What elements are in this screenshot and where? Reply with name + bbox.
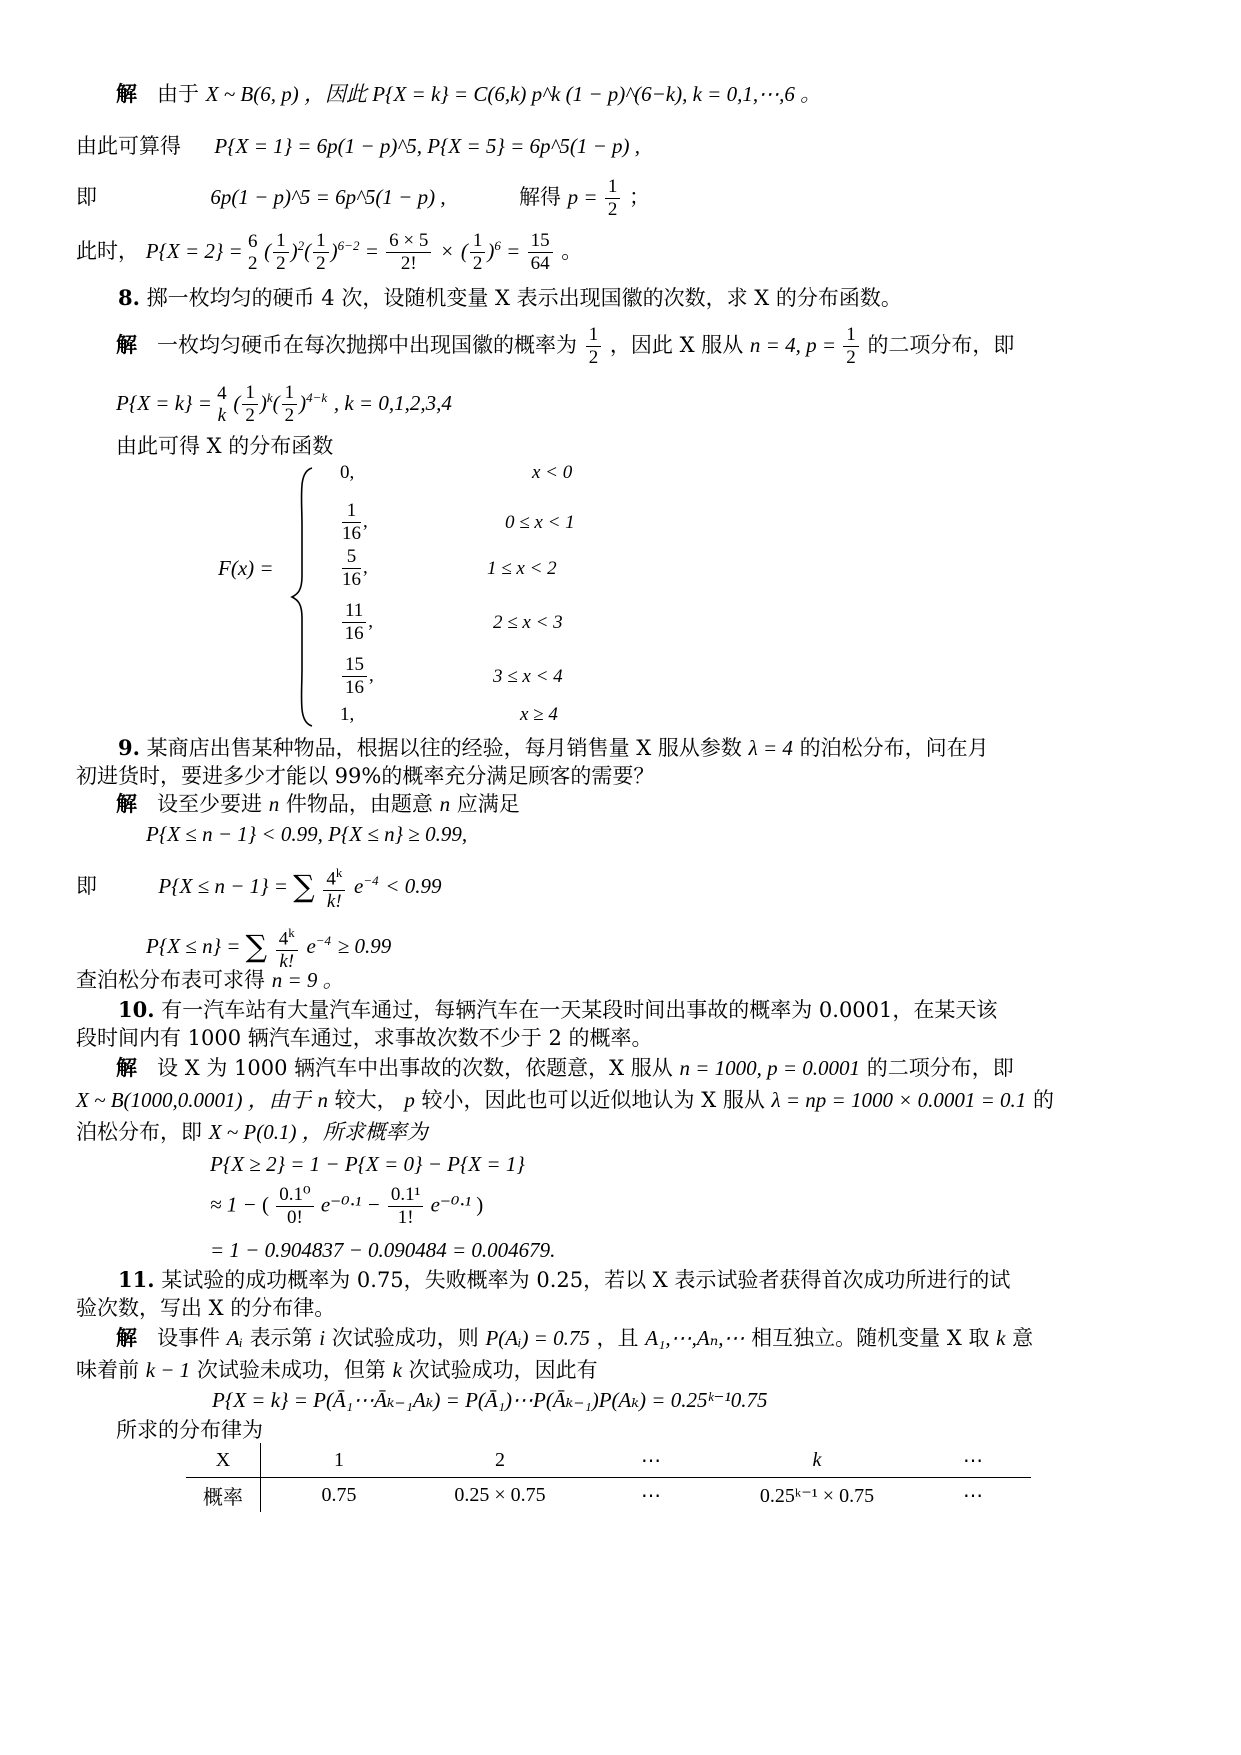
text: 次试验成功，因此有 bbox=[408, 1358, 598, 1382]
solution-label: 解 bbox=[116, 332, 137, 357]
times: × bbox=[440, 239, 455, 263]
solution-10-calc-1: P{X ≥ 2} = 1 − P{X = 0} − P{X = 1} bbox=[210, 1152, 525, 1176]
fraction: $\frac{4^k}{k!}$ bbox=[323, 862, 345, 913]
formula: e⁻⁰·¹ bbox=[430, 1192, 471, 1217]
table-header-row bbox=[186, 1443, 1031, 1478]
variable: p bbox=[404, 1088, 415, 1112]
fraction: $\frac{\text{0.1¹}}{1!}$ bbox=[388, 1184, 423, 1229]
question-text: 某商店出售某种物品，根据以往的经验，每月销售量 X 服从参数 bbox=[146, 736, 742, 760]
formula: P{X = 2} = bbox=[145, 239, 248, 263]
table-cell: 0.25ᵏ⁻¹ × 0.75 bbox=[759, 1484, 875, 1507]
solution-label: 解 bbox=[116, 1055, 137, 1080]
formula: 6p(1 − p)^5 = 6p^5(1 − p) , bbox=[210, 185, 446, 209]
solution-9-eq-1: 即 P{X ≤ n − 1} = ∑ $\frac{4^k}{k!}$ $e^{-4} < 0.99$ bbox=[76, 862, 441, 913]
solution-8-line-1 bbox=[116, 324, 1014, 369]
formula: n = 9 。 bbox=[271, 968, 344, 992]
text: 此时， bbox=[76, 239, 139, 263]
cdf-case-condition: 0 ≤ x < 1 bbox=[505, 512, 575, 533]
variable: n bbox=[439, 792, 451, 816]
cdf-case-condition: x ≥ 4 bbox=[520, 704, 558, 725]
question-text: 的泊松分布，问在月 bbox=[799, 736, 989, 760]
solution-10-line-2 bbox=[76, 1086, 1054, 1114]
question-10-line-1 bbox=[118, 996, 997, 1024]
table-cell: 2 bbox=[417, 1443, 583, 1478]
formula: X ~ B(6, p) ，因此 P{X = k} = C(6,k) p^k (1 − p)^(6−k), k = 0,1,⋯,6 。 bbox=[205, 82, 822, 106]
fraction: $\frac{1}{2}$ bbox=[313, 230, 329, 275]
text: 即 bbox=[76, 874, 97, 899]
text: 设 X 为 1000 辆汽车中出事故的次数，依题意，X 服从 bbox=[157, 1056, 673, 1080]
formula: P{X = 1} = 6p(1 − p)^5, P{X = 5} = 6p^5(1 − p) , bbox=[214, 134, 641, 158]
table-cell: 0.75 bbox=[321, 1483, 357, 1506]
solution-7-line-2 bbox=[76, 132, 640, 160]
fraction: $\frac{1}{2}$ bbox=[470, 230, 486, 275]
solution-10-calc-3: = 1 − 0.904837 − 0.090484 = 0.004679. bbox=[210, 1238, 556, 1262]
formula: ≥ 0.99 bbox=[337, 934, 392, 959]
fraction: $\frac{1}{16}$ bbox=[342, 500, 361, 544]
text: 解得 bbox=[518, 185, 561, 209]
text: 较大， bbox=[334, 1088, 398, 1112]
fraction: $\frac{\text{0.1⁰}}{0!}$ bbox=[276, 1184, 313, 1229]
text: 较小，因此也可以近似地认为 X 服从 bbox=[421, 1088, 765, 1112]
formula: e⁻⁰·¹ − bbox=[320, 1192, 381, 1217]
question-text: 段时间内有 1000 辆汽车通过，求事故次数不少于 2 的概率。 bbox=[76, 1026, 653, 1050]
table-cell: 概率 bbox=[186, 1478, 261, 1513]
formula: n = 1000, p = 0.0001 bbox=[679, 1056, 861, 1080]
question-11-line-2 bbox=[76, 1294, 335, 1322]
text: 由于 bbox=[157, 82, 200, 106]
cdf-case-value: 0, bbox=[340, 462, 355, 483]
text: ，因此 X 服从 bbox=[609, 333, 744, 357]
fraction: $\frac{1}{2}$ bbox=[586, 324, 602, 369]
table-cell: k bbox=[719, 1443, 915, 1478]
solution-7-line-3 bbox=[76, 176, 650, 221]
variable: n bbox=[268, 792, 280, 816]
text: 表示第 bbox=[249, 1326, 313, 1350]
cdf-case-value: $\frac{11}{16}$ , bbox=[340, 600, 373, 645]
cdf-case-value: 1, bbox=[340, 704, 355, 725]
question-text: 初进货时，要进多少才能以 99%的概率充分满足顾客的需要？ bbox=[76, 764, 655, 788]
cdf-case-condition: 1 ≤ x < 2 bbox=[487, 558, 557, 579]
text: ，且 bbox=[596, 1326, 639, 1350]
binomial: 6 2 bbox=[247, 230, 258, 274]
cdf-case-condition: 2 ≤ x < 3 bbox=[493, 612, 563, 633]
fraction: $\frac{15}{16}$ bbox=[342, 654, 367, 699]
question-number: 10. bbox=[118, 997, 155, 1022]
cdf-case-value: $\frac{5}{16}$ , bbox=[342, 546, 368, 590]
solution-label: 解 bbox=[116, 791, 137, 816]
question-text: 验次数，写出 X 的分布律。 bbox=[76, 1296, 336, 1320]
text: 即 bbox=[76, 185, 97, 209]
formula: P{X ≤ n − 1} = bbox=[158, 874, 294, 899]
text: 次试验未成功，但第 bbox=[196, 1358, 386, 1382]
formula: ≈ 1 − bbox=[210, 1192, 257, 1217]
formula: X ~ B(1000,0.0001) ，由于 bbox=[76, 1088, 311, 1112]
text: 味着前 bbox=[76, 1358, 139, 1382]
solution-9-inequality: P{X ≤ n − 1} < 0.99, P{X ≤ n} ≥ 0.99, bbox=[146, 822, 468, 846]
table-cell: X bbox=[186, 1443, 261, 1478]
text: 由此可算得 bbox=[76, 134, 181, 158]
fraction: $\frac{1}{2}$ bbox=[273, 230, 289, 275]
text: 的二项分布，即 bbox=[867, 333, 1015, 357]
formula: k bbox=[996, 1326, 1006, 1350]
text: 设事件 bbox=[157, 1326, 221, 1350]
solution-11-line-1 bbox=[116, 1324, 1033, 1352]
solution-8-pmf: P{X = k} = 4 k ( $\frac{1}{2}$ )$^k$( $\frac{1}{2}$ )$^{4-k}$ , k = 0,1,2,3,4 bbox=[116, 382, 452, 426]
text: 的 bbox=[1032, 1088, 1054, 1112]
question-number: 8. bbox=[118, 285, 140, 310]
text: 意 bbox=[1012, 1326, 1034, 1350]
formula: k bbox=[392, 1358, 402, 1382]
formula: P(Aᵢ) = 0.75 bbox=[485, 1326, 590, 1350]
text: 设至少要进 bbox=[157, 792, 263, 816]
question-text: 有一汽车站有大量汽车通过，每辆汽车在一天某段时间出事故的概率为 0.0001，在某天该 bbox=[161, 998, 998, 1022]
solution-11-line-2 bbox=[76, 1356, 598, 1384]
text: 泊松分布，即 bbox=[76, 1120, 202, 1144]
text: 。 bbox=[561, 239, 583, 263]
formula: p = bbox=[567, 185, 603, 209]
formula: P{X ≤ n} = bbox=[146, 934, 246, 959]
fraction: $\frac{1}{2}$ bbox=[282, 382, 298, 427]
summation-icon: ∑ bbox=[245, 929, 268, 965]
fraction: $\frac{15}{64}$ bbox=[528, 230, 553, 275]
cdf-case-condition: 3 ≤ x < 4 bbox=[493, 666, 563, 687]
table-cell: 0.25 × 0.75 bbox=[454, 1483, 546, 1506]
formula: < 0.99 bbox=[385, 874, 442, 899]
solution-10-calc-2: ≈ 1 − ( $\frac{\text{0.1⁰}}{0!}$ e⁻⁰·¹ − $\frac{\text{0.1¹}}{1!}$ e⁻⁰·¹ ) bbox=[210, 1184, 484, 1228]
question-9-line-2 bbox=[76, 762, 654, 790]
solution-9-line-1 bbox=[116, 790, 520, 818]
question-text: 掷一枚均匀的硬币 4 次，设随机变量 X 表示出现国徽的次数，求 X 的分布函数。 bbox=[146, 286, 902, 310]
formula: n = 4, p = bbox=[749, 333, 842, 357]
formula: λ = 4 bbox=[748, 736, 793, 760]
question-number: 9. bbox=[118, 735, 140, 760]
text: 由此可得 X 的分布函数 bbox=[116, 434, 334, 458]
solution-11-dist-intro bbox=[116, 1416, 263, 1444]
question-11-line-1 bbox=[118, 1266, 1010, 1294]
cdf-label: F(x) = bbox=[218, 556, 274, 580]
summation-icon: ∑ bbox=[293, 869, 315, 905]
solution-7-line-4: 此时， P{X = 2} = 6 2 ( $\frac{1}{2}$ )$^2$( $\frac{1}{2}$ )$^{6-2}$ = $\frac{6 \times 5}{2!}$ × ( $\frac{1}{2}$ )$^6$ = $\frac{15}{64}$ 。 bbox=[76, 230, 583, 274]
text: 应满足 bbox=[456, 792, 520, 816]
fraction: $\frac{1}{2}$ bbox=[242, 382, 258, 427]
formula: λ = np = 1000 × 0.0001 = 0.1 bbox=[771, 1088, 1027, 1112]
formula: X ~ P(0.1) ，所求概率为 bbox=[208, 1120, 428, 1144]
solution-9-eq-2: P{X ≤ n} = ∑ $\frac{4^k}{k!}$ $e^{-4} \ge 0.99$ bbox=[146, 922, 391, 973]
fraction: $\frac{1}{2}$ bbox=[843, 324, 859, 369]
question-number: 11. bbox=[118, 1267, 155, 1292]
table-cell: ⋯ bbox=[915, 1443, 1031, 1478]
fraction: $\frac{11}{16}$ bbox=[342, 600, 366, 645]
fraction: $\frac{1}{2}$ bbox=[605, 176, 621, 221]
cdf-case-condition: x < 0 bbox=[532, 462, 573, 483]
fraction: $\frac{6 \times 5}{2!}$ bbox=[386, 230, 431, 275]
formula: , k = 0,1,2,3,4 bbox=[333, 391, 452, 415]
distribution-table bbox=[186, 1443, 1031, 1512]
text: 次试验成功，则 bbox=[331, 1326, 479, 1350]
text: 的二项分布，即 bbox=[866, 1056, 1014, 1080]
cdf-case-value: $\frac{15}{16}$ , bbox=[340, 654, 374, 699]
formula: k − 1 bbox=[145, 1358, 191, 1382]
binomial: 4 k bbox=[217, 382, 227, 426]
formula: A₁,⋯,Aₙ,⋯ bbox=[645, 1326, 745, 1350]
text: ； bbox=[629, 185, 651, 209]
question-text: 某试验的成功概率为 0.75，失败概率为 0.25，若以 X 表示试验者获得首次成功所进行的试 bbox=[161, 1268, 1011, 1292]
variable: n bbox=[317, 1088, 328, 1112]
text: 查泊松分布表可求得 bbox=[76, 968, 265, 992]
table-cell: ⋯ bbox=[583, 1443, 719, 1478]
solution-label: 解 bbox=[116, 1325, 137, 1350]
text: 所求的分布律为 bbox=[116, 1418, 263, 1442]
solution-7-line-1 bbox=[116, 80, 821, 108]
table-cell: ⋯ bbox=[641, 1484, 661, 1507]
text: 一枚均匀硬币在每次抛掷中出现国徽的概率为 bbox=[157, 333, 578, 357]
solution-10-line-1 bbox=[116, 1054, 1014, 1082]
table-row bbox=[186, 1478, 1031, 1513]
fraction: $\frac{4^k}{k!}$ bbox=[276, 922, 298, 973]
solution-label: 解 bbox=[116, 81, 137, 106]
question-10-line-2 bbox=[76, 1024, 653, 1052]
solution-9-conclusion bbox=[76, 966, 344, 994]
left-brace-icon bbox=[290, 466, 320, 728]
solution-11-equation: P{X = k} = P(Ā₁⋯Āₖ₋₁Aₖ) = P(Ā₁)⋯P(Āₖ₋₁)P(Aₖ) = 0.25ᵏ⁻¹0.75 bbox=[212, 1388, 768, 1412]
table-cell: ⋯ bbox=[963, 1484, 983, 1507]
table-cell: 1 bbox=[261, 1443, 418, 1478]
formula: i bbox=[319, 1326, 326, 1350]
cdf-case-value: $\frac{1}{16}$ , bbox=[342, 500, 368, 544]
question-8 bbox=[118, 284, 902, 312]
solution-10-line-3 bbox=[76, 1118, 428, 1146]
fraction: $\frac{5}{16}$ bbox=[342, 546, 361, 590]
formula: Aᵢ bbox=[226, 1326, 243, 1350]
text: 件物品，由题意 bbox=[285, 792, 433, 816]
text: 相互独立。随机变量 X 取 bbox=[751, 1326, 990, 1350]
formula: P{X = k} = bbox=[116, 391, 218, 415]
solution-8-cdf-intro bbox=[116, 432, 333, 460]
question-9-line-1 bbox=[118, 734, 989, 762]
